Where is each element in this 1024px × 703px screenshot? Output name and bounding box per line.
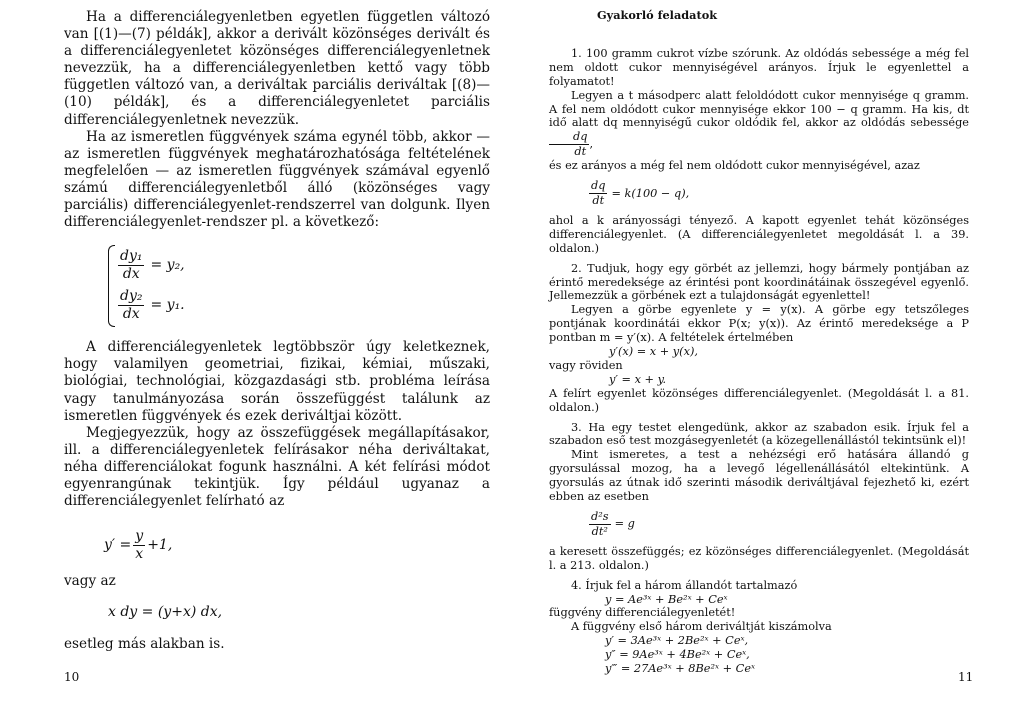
paragraph-origin: A differenciálegyenletek legtöbbször úgy keletkeznek, hogy valamilyen geometriai, fizikai, kémiai, műszaki, biológiai, technológiai, közgazdasági stb. probléma leírása vagy tanulmányozása során összefüggést találunk az ismeretlen függvények és ezek deriváltjai között. bbox=[64, 339, 490, 424]
right-text-column bbox=[549, 9, 969, 676]
equation-lhs: y′ = bbox=[104, 537, 132, 554]
fraction-denominator: dt² bbox=[591, 524, 608, 538]
fraction-numerator: y bbox=[133, 528, 145, 546]
equation-differential-form: x dy = (y+x) dx, bbox=[108, 604, 223, 621]
equation-rhs: = k(100 − q), bbox=[611, 186, 690, 200]
exercise-3-statement: 3. Ha egy testet elengedünk, akkor az szabadon esik. Írjuk fel a szabadon eső test mozgásegyenletét (a közegellenállástól tekintsünk el)! bbox=[549, 420, 969, 448]
exercise-1-proportional: és ez arányos a még fel nem oldódott cukor mennyiségével, azaz bbox=[549, 159, 920, 173]
fraction-denominator: dt bbox=[592, 193, 605, 207]
fraction-numerator: dy₁ bbox=[118, 248, 144, 266]
page-number: 10 bbox=[64, 670, 80, 684]
fraction bbox=[549, 130, 589, 159]
fraction-denominator: dt bbox=[574, 145, 587, 159]
text-vagy-az: vagy az bbox=[64, 573, 116, 590]
exercise-4-function: y = Ae³ˣ + Be²ˣ + Ceˣ bbox=[605, 592, 728, 606]
fraction bbox=[118, 288, 144, 323]
paragraph-notation: Megjegyezzük, hogy az összefüggések megállapításakor, ill. a differenciálegyenletek felírásakor néha deriváltakat, néha differenciálokat fogunk használni. A két felírási módot egyenrangúnak tekintjük. Így például ugyanaz a differenciálegyenlet felírható az bbox=[64, 424, 490, 510]
left-brace bbox=[108, 245, 115, 327]
system-row-2 bbox=[118, 285, 490, 325]
exercise-3-setup: Mint ismeretes, a test a nehézségi erő hatására állandó g gyorsulással mozog, ha a levegő légellenállásától eltekintünk. A gyorsulás az útnak idő szerinti második deriváltjával fejezhető ki, ezért ebben az esetben bbox=[549, 448, 969, 504]
paragraph-ordinary-vs-partial: Ha a differenciálegyenletben egyetlen független változó van [(1)—(7) példák], akkor a derivált közönséges derivált és a differenciálegyenletet közönséges differenciálegyenletnek nevezzük, ha a differenciálegyenletben kettő vagy több független változó van, a deriváltak parciális deriváltak [(8)—(10) példák], és a differenciálegyenletet parciális differenciálegyenletnek nevezzük. bbox=[64, 9, 490, 128]
fraction-denominator: x bbox=[135, 546, 144, 563]
fraction-denominator: dx bbox=[122, 305, 140, 322]
exercise-2-setup: Legyen a görbe egyenlete y = y(x). A görbe egy tetszőleges pontjának koordinátái ekkor P(x; y(x)). Az érintő meredeksége a P pontban m = y′(x). A feltételek értelmében bbox=[549, 303, 969, 345]
punctuation: , bbox=[589, 137, 594, 151]
exercise-4-text: függvény differenciálegyenletét! bbox=[549, 606, 736, 620]
exercise-1-setup bbox=[549, 89, 969, 160]
fraction bbox=[133, 528, 145, 563]
equation-derivative-form bbox=[104, 528, 490, 563]
fraction-numerator: dq bbox=[591, 179, 606, 193]
exercise-4-derivative-1: y′ = 3Ae³ˣ + 2Be²ˣ + Ceˣ, bbox=[605, 634, 749, 648]
equation-rhs: = y₁. bbox=[150, 296, 185, 313]
left-text-column bbox=[64, 9, 490, 653]
exercise-3-equation bbox=[589, 510, 969, 539]
fraction-numerator: d²s bbox=[591, 510, 609, 523]
exercise-1-setup-text: Legyen a t másodperc alatt feloldódott cukor mennyisége q gramm. A fel nem oldódott cukor mennyisége ekkor 100 − q gramm. Ha kis, dt idő alatt dq mennyiségű cukor oldódik fel, akkor az oldódás sebessége bbox=[549, 88, 969, 130]
exercise-2-vagy: vagy röviden bbox=[549, 358, 623, 372]
page-number: 11 bbox=[958, 670, 974, 684]
exercise-4-derivative-3: y‴ = 27Ae³ˣ + 8Be²ˣ + Ceˣ bbox=[605, 662, 756, 676]
fraction bbox=[589, 179, 607, 208]
system-row-1 bbox=[118, 245, 490, 285]
fraction-numerator: dq bbox=[549, 130, 589, 145]
exercise-1-statement: 1. 100 gramm cukrot vízbe szórunk. Az oldódás sebessége a még fel nem oldott cukor mennyiségével arányos. Írjuk le egyenlettel a folyamatot! bbox=[549, 46, 969, 88]
exercise-2-conclusion: A felírt egyenlet közönséges differenciálegyenlet. (Megoldását l. a 81. oldalon.) bbox=[549, 386, 969, 414]
equation-system bbox=[108, 245, 490, 325]
exercise-2-statement: 2. Tudjuk, hogy egy görbét az jellemzi, hogy bármely pontjában az érintő meredeksége az érintési pont koordinátáinak összegével egyenlő. Jellemezzük a görbének ezt a tulajdonságát egyenlettel! bbox=[549, 261, 969, 303]
fraction-denominator: dx bbox=[122, 265, 140, 282]
equation-rhs: +1, bbox=[147, 537, 173, 554]
exercise-1-conclusion: ahol a k arányossági tényező. A kapott egyenlet tehát közönséges differenciálegyenlet. (A differenciálegyenletet megoldását l. a 39. oldalon.) bbox=[549, 213, 969, 255]
exercise-2-equation-1: y′(x) = x + y(x), bbox=[609, 345, 698, 359]
exercise-1-equation bbox=[589, 179, 969, 208]
equation-rhs: = g bbox=[614, 517, 635, 531]
exercise-4-derivatives-intro: A függvény első három deriváltját kiszámolva bbox=[571, 620, 832, 634]
exercise-4-derivative-2: y″ = 9Ae³ˣ + 4Be²ˣ + Ceˣ, bbox=[605, 648, 750, 662]
exercise-4-statement: 4. Írjuk fel a három állandót tartalmazó bbox=[571, 578, 798, 592]
right-page bbox=[512, 0, 1024, 703]
fraction bbox=[118, 248, 144, 283]
fraction-numerator: dy₂ bbox=[118, 288, 144, 306]
section-heading: Gyakorló feladatok bbox=[597, 8, 718, 22]
text-esetleg: esetleg más alakban is. bbox=[64, 635, 225, 652]
paragraph-system: Ha az ismeretlen függvények száma egynél több, akkor — az ismeretlen függvények meghatározhatósága feltételének megfelelően — az ismeretlen függvények számával egyenlő számú differenciálegyenletből álló (közönséges vagy parciális) differenciálegyenlet-rendszerrel van dolgunk. Ilyen differenciálegyenlet-rendszer pl. a következő: bbox=[64, 128, 490, 231]
exercise-2-equation-2: y′ = x + y. bbox=[609, 372, 667, 386]
exercise-3-conclusion: a keresett összefüggés; ez közönséges differenciálegyenlet. (Megoldását l. a 213. oldalon.) bbox=[549, 544, 969, 572]
fraction bbox=[589, 510, 611, 539]
equation-rhs: = y₂, bbox=[150, 256, 185, 273]
